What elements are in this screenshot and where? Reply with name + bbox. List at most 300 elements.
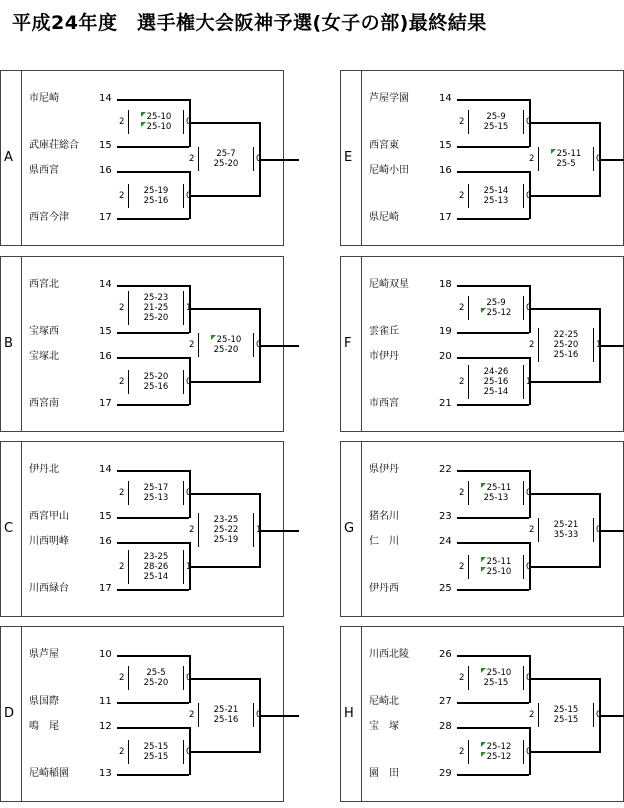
team-name: 宝 塚 xyxy=(369,721,399,732)
block-divider xyxy=(361,627,362,801)
sets-won-right: 0 xyxy=(526,747,532,757)
bracket-line xyxy=(457,218,529,220)
set-score xyxy=(539,330,593,340)
set-score xyxy=(129,303,183,313)
set-score-text: 25-20 xyxy=(143,678,169,688)
set-score xyxy=(129,293,183,303)
score-box xyxy=(468,555,524,579)
team-number: 16 xyxy=(439,165,452,176)
block-letter: D xyxy=(4,706,15,721)
set-score xyxy=(129,122,183,132)
set-score xyxy=(469,483,523,493)
sets-won-right: 0 xyxy=(526,562,532,572)
bracket-line xyxy=(529,678,599,680)
bracket-line xyxy=(117,702,189,704)
bracket-line xyxy=(189,678,259,680)
bracket-line xyxy=(457,589,529,591)
bracket-line xyxy=(117,332,189,334)
sets-won-left: 2 xyxy=(119,303,125,313)
bracket-line xyxy=(189,308,259,310)
bracket-line xyxy=(117,357,189,359)
team-number: 17 xyxy=(99,398,112,409)
sets-won-right: 0 xyxy=(186,117,192,127)
bracket-line xyxy=(529,381,599,383)
sets-won-right: 1 xyxy=(596,340,602,350)
set-score-text: 25-7 xyxy=(216,149,236,159)
sets-won-left: 2 xyxy=(459,562,465,572)
set-score xyxy=(129,678,183,688)
set-score xyxy=(469,186,523,196)
score-box xyxy=(468,666,524,690)
set-score-text: 25-13 xyxy=(483,493,509,503)
set-score-text: 25-12 xyxy=(486,308,512,318)
bracket-line xyxy=(599,715,624,717)
team-name: 市伊丹 xyxy=(369,351,399,362)
set-score-text: 25-15 xyxy=(143,752,169,762)
sets-won-left: 2 xyxy=(529,154,535,164)
bracket-line xyxy=(457,357,529,359)
bracket-line xyxy=(457,727,529,729)
set-score xyxy=(199,149,253,159)
sets-won-left: 2 xyxy=(459,377,465,387)
team-name: 尼崎稲園 xyxy=(29,768,69,779)
bracket-line xyxy=(457,655,529,657)
score-box xyxy=(538,518,594,542)
score-box xyxy=(198,147,254,171)
bracket-line xyxy=(599,159,624,161)
score-box xyxy=(128,184,184,208)
team-name: 川西北陵 xyxy=(369,649,409,660)
set-score xyxy=(129,493,183,503)
score-box xyxy=(198,703,254,727)
team-number: 28 xyxy=(439,721,452,732)
sets-won-left: 2 xyxy=(529,340,535,350)
set-score xyxy=(199,345,253,355)
block-divider xyxy=(21,71,22,245)
team-number: 15 xyxy=(99,326,112,337)
set-score-text: 25-14 xyxy=(143,572,169,582)
sets-won-left: 2 xyxy=(459,117,465,127)
set-score-text: 25-11 xyxy=(486,483,512,493)
bracket-line xyxy=(117,655,189,657)
set-score xyxy=(539,340,593,350)
bracket-line xyxy=(529,493,599,495)
team-number: 21 xyxy=(439,398,452,409)
team-name: 県国際 xyxy=(29,696,59,707)
set-score xyxy=(129,186,183,196)
set-score-text: 23-25 xyxy=(143,552,169,562)
team-number: 10 xyxy=(99,649,112,660)
team-number: 16 xyxy=(99,351,112,362)
set-score-text: 25-5 xyxy=(556,159,576,169)
set-score xyxy=(129,752,183,762)
bracket-line xyxy=(117,589,189,591)
team-name: 鳴 尾 xyxy=(29,721,59,732)
bracket-line xyxy=(529,566,599,568)
sets-won-left: 2 xyxy=(119,117,125,127)
block-letter: C xyxy=(4,521,14,536)
sets-won-right: 0 xyxy=(186,377,192,387)
score-box xyxy=(538,147,594,171)
block-c xyxy=(0,441,284,617)
sets-won-left: 2 xyxy=(119,673,125,683)
winner-flag-icon xyxy=(481,752,486,757)
set-score xyxy=(129,372,183,382)
set-score-text: 25-15 xyxy=(143,742,169,752)
sets-won-right: 0 xyxy=(526,673,532,683)
set-score xyxy=(469,367,523,377)
set-score-text: 25-10 xyxy=(216,335,242,345)
team-number: 17 xyxy=(99,583,112,594)
sets-won-left: 2 xyxy=(119,488,125,498)
team-name: 伊丹西 xyxy=(369,583,399,594)
set-score xyxy=(539,715,593,725)
set-score xyxy=(469,557,523,567)
team-number: 11 xyxy=(99,696,112,707)
team-number: 27 xyxy=(439,696,452,707)
block-g xyxy=(340,441,624,617)
block-divider xyxy=(21,627,22,801)
team-name: 宝塚北 xyxy=(29,351,59,362)
bracket-line xyxy=(529,122,599,124)
team-name: 宝塚西 xyxy=(29,326,59,337)
sets-won-right: 0 xyxy=(256,340,262,350)
team-name: 武庫荘総合 xyxy=(29,140,79,151)
sets-won-left: 2 xyxy=(119,747,125,757)
team-name: 尼崎双星 xyxy=(369,279,409,290)
team-name: 県尼崎 xyxy=(369,212,399,223)
block-h xyxy=(340,626,624,802)
team-number: 23 xyxy=(439,511,452,522)
set-score xyxy=(469,196,523,206)
team-number: 15 xyxy=(439,140,452,151)
team-number: 14 xyxy=(99,464,112,475)
set-score xyxy=(469,567,523,577)
set-score xyxy=(199,535,253,545)
set-score-text: 24-26 xyxy=(483,367,509,377)
team-name: 市尼崎 xyxy=(29,93,59,104)
sets-won-right: 0 xyxy=(526,191,532,201)
bracket-line xyxy=(189,751,259,753)
set-score-text: 25-23 xyxy=(143,293,169,303)
block-f xyxy=(340,256,624,432)
team-number: 29 xyxy=(439,768,452,779)
team-name: 西宮南 xyxy=(29,398,59,409)
winner-flag-icon xyxy=(481,668,486,673)
set-score-text: 22-25 xyxy=(553,330,579,340)
score-box xyxy=(468,296,524,320)
bracket-line xyxy=(117,774,189,776)
set-score xyxy=(199,705,253,715)
bracket-line xyxy=(117,517,189,519)
set-score-text: 25-12 xyxy=(486,742,512,752)
bracket-line xyxy=(189,122,259,124)
set-score xyxy=(199,525,253,535)
bracket-line xyxy=(189,493,259,495)
set-score-text: 25-5 xyxy=(146,668,166,678)
set-score-text: 21-25 xyxy=(143,303,169,313)
sets-won-left: 2 xyxy=(119,191,125,201)
set-score-text: 25-10 xyxy=(146,122,172,132)
winner-flag-icon xyxy=(141,122,146,127)
team-number: 26 xyxy=(439,649,452,660)
sets-won-left: 2 xyxy=(189,340,195,350)
winner-flag-icon xyxy=(211,335,216,340)
team-number: 18 xyxy=(439,279,452,290)
team-number: 15 xyxy=(99,511,112,522)
bracket-line xyxy=(599,530,624,532)
set-score-text: 25-10 xyxy=(486,567,512,577)
block-a xyxy=(0,70,284,246)
sets-won-right: 0 xyxy=(596,154,602,164)
winner-flag-icon xyxy=(141,112,146,117)
set-score xyxy=(469,668,523,678)
winner-flag-icon xyxy=(481,742,486,747)
team-name: 県芦屋 xyxy=(29,649,59,660)
set-score-text: 25-15 xyxy=(553,705,579,715)
set-score-text: 35-33 xyxy=(553,530,579,540)
sets-won-left: 2 xyxy=(189,710,195,720)
team-number: 14 xyxy=(439,93,452,104)
bracket-line xyxy=(259,715,299,717)
bracket-line xyxy=(457,517,529,519)
sets-won-left: 2 xyxy=(119,377,125,387)
set-score-text: 25-20 xyxy=(213,159,239,169)
sets-won-left: 2 xyxy=(459,747,465,757)
sets-won-right: 0 xyxy=(256,154,262,164)
set-score xyxy=(469,678,523,688)
bracket-line xyxy=(189,566,259,568)
team-number: 14 xyxy=(99,279,112,290)
team-name: 猪名川 xyxy=(369,511,399,522)
score-box xyxy=(128,291,184,325)
bracket-line xyxy=(457,146,529,148)
set-score-text: 25-15 xyxy=(483,678,509,688)
team-name: 西宮北 xyxy=(29,279,59,290)
team-name: 尼崎北 xyxy=(369,696,399,707)
set-score-text: 28-26 xyxy=(143,562,169,572)
sets-won-right: 0 xyxy=(596,710,602,720)
block-divider xyxy=(361,442,362,616)
winner-flag-icon xyxy=(481,308,486,313)
team-number: 20 xyxy=(439,351,452,362)
score-box xyxy=(538,703,594,727)
score-box xyxy=(128,666,184,690)
block-divider xyxy=(361,257,362,431)
bracket-line xyxy=(117,470,189,472)
bracket-line xyxy=(259,345,299,347)
set-score xyxy=(129,196,183,206)
score-box xyxy=(468,110,524,134)
sets-won-right: 0 xyxy=(526,303,532,313)
score-box xyxy=(198,333,254,357)
team-name: 仁 川 xyxy=(369,536,399,547)
set-score-text: 25-11 xyxy=(486,557,512,567)
set-score-text: 25-16 xyxy=(143,382,169,392)
set-score xyxy=(129,382,183,392)
set-score xyxy=(129,742,183,752)
score-box xyxy=(128,481,184,505)
winner-flag-icon xyxy=(481,557,486,562)
bracket-line xyxy=(457,171,529,173)
sets-won-left: 2 xyxy=(189,154,195,164)
set-score xyxy=(539,149,593,159)
bracket-line xyxy=(117,171,189,173)
set-score-text: 25-9 xyxy=(486,298,506,308)
bracket-line xyxy=(457,99,529,101)
team-number: 17 xyxy=(439,212,452,223)
bracket-line xyxy=(259,159,299,161)
team-number: 22 xyxy=(439,464,452,475)
set-score-text: 23-25 xyxy=(213,515,239,525)
sets-won-right: 1 xyxy=(186,562,192,572)
winner-flag-icon xyxy=(551,149,556,154)
set-score xyxy=(469,493,523,503)
block-letter: H xyxy=(344,706,354,721)
set-score xyxy=(539,350,593,360)
bracket-line xyxy=(529,308,599,310)
set-score-text: 25-22 xyxy=(213,525,239,535)
bracket-line xyxy=(599,345,624,347)
score-box xyxy=(468,481,524,505)
set-score-text: 25-13 xyxy=(143,493,169,503)
set-score xyxy=(129,552,183,562)
block-divider xyxy=(21,442,22,616)
set-score xyxy=(469,377,523,387)
block-letter: A xyxy=(4,150,13,165)
bracket-line xyxy=(457,470,529,472)
team-name: 伊丹北 xyxy=(29,464,59,475)
sets-won-left: 2 xyxy=(459,488,465,498)
set-score-text: 25-12 xyxy=(486,752,512,762)
set-score xyxy=(469,387,523,397)
set-score-text: 25-21 xyxy=(553,520,579,530)
score-box xyxy=(198,513,254,547)
bracket-line xyxy=(529,751,599,753)
block-letter: B xyxy=(4,336,13,351)
set-score-text: 25-20 xyxy=(213,345,239,355)
sets-won-right: 0 xyxy=(186,488,192,498)
block-e xyxy=(340,70,624,246)
score-box xyxy=(128,550,184,584)
set-score xyxy=(199,715,253,725)
set-score-text: 25-19 xyxy=(213,535,239,545)
winner-flag-icon xyxy=(481,567,486,572)
score-box xyxy=(128,740,184,764)
team-name: 西宮甲山 xyxy=(29,511,69,522)
bracket-line xyxy=(457,542,529,544)
sets-won-left: 2 xyxy=(529,710,535,720)
bracket-line xyxy=(259,530,299,532)
bracket-line xyxy=(117,404,189,406)
set-score-text: 25-16 xyxy=(483,377,509,387)
score-box xyxy=(468,365,524,399)
sets-won-right: 0 xyxy=(186,673,192,683)
set-score xyxy=(469,752,523,762)
team-name: 雲雀丘 xyxy=(369,326,399,337)
set-score xyxy=(129,668,183,678)
sets-won-right: 1 xyxy=(526,377,532,387)
set-score-text: 25-20 xyxy=(143,372,169,382)
set-score xyxy=(129,562,183,572)
set-score xyxy=(469,298,523,308)
score-box xyxy=(538,328,594,362)
sets-won-left: 2 xyxy=(459,673,465,683)
team-name: 川西緑台 xyxy=(29,583,69,594)
set-score-text: 25-16 xyxy=(553,350,579,360)
set-score-text: 25-11 xyxy=(556,149,582,159)
team-name: 西宮今津 xyxy=(29,212,69,223)
set-score xyxy=(469,122,523,132)
set-score-text: 25-9 xyxy=(486,112,506,122)
bracket-line xyxy=(457,702,529,704)
bracket-line xyxy=(457,404,529,406)
team-name: 市西宮 xyxy=(369,398,399,409)
bracket-line xyxy=(117,218,189,220)
sets-won-right: 0 xyxy=(596,525,602,535)
set-score xyxy=(199,515,253,525)
bracket-line xyxy=(117,727,189,729)
set-score-text: 25-10 xyxy=(486,668,512,678)
bracket-line xyxy=(457,285,529,287)
sets-won-right: 0 xyxy=(256,710,262,720)
winner-flag-icon xyxy=(481,483,486,488)
block-d xyxy=(0,626,284,802)
set-score-text: 25-20 xyxy=(553,340,579,350)
score-box xyxy=(468,740,524,764)
block-letter: E xyxy=(344,150,353,165)
bracket-line xyxy=(457,332,529,334)
set-score-text: 25-15 xyxy=(483,122,509,132)
team-name: 県伊丹 xyxy=(369,464,399,475)
sets-won-right: 1 xyxy=(186,303,192,313)
set-score xyxy=(539,520,593,530)
team-number: 17 xyxy=(99,212,112,223)
bracket-line xyxy=(189,381,259,383)
team-number: 24 xyxy=(439,536,452,547)
block-divider xyxy=(361,71,362,245)
team-name: 園 田 xyxy=(369,768,399,779)
set-score-text: 25-15 xyxy=(553,715,579,725)
set-score xyxy=(199,159,253,169)
sets-won-left: 2 xyxy=(459,303,465,313)
bracket-line xyxy=(117,542,189,544)
score-box xyxy=(468,184,524,208)
block-divider xyxy=(21,257,22,431)
team-number: 12 xyxy=(99,721,112,732)
bracket-line xyxy=(529,195,599,197)
sets-won-left: 2 xyxy=(189,525,195,535)
block-letter: G xyxy=(344,521,355,536)
team-number: 16 xyxy=(99,536,112,547)
set-score-text: 25-19 xyxy=(143,186,169,196)
team-name: 西宮東 xyxy=(369,140,399,151)
sets-won-left: 2 xyxy=(529,525,535,535)
block-letter: F xyxy=(344,336,352,351)
set-score-text: 25-14 xyxy=(483,186,509,196)
set-score xyxy=(469,308,523,318)
team-name: 芦屋学園 xyxy=(369,93,409,104)
team-number: 14 xyxy=(99,93,112,104)
page-title: 平成24年度 選手権大会阪神予選(女子の部)最終結果 xyxy=(12,12,487,34)
set-score xyxy=(539,530,593,540)
block-b xyxy=(0,256,284,432)
set-score xyxy=(129,313,183,323)
set-score xyxy=(129,483,183,493)
bracket-line xyxy=(457,774,529,776)
set-score xyxy=(199,335,253,345)
bracket-line xyxy=(189,195,259,197)
